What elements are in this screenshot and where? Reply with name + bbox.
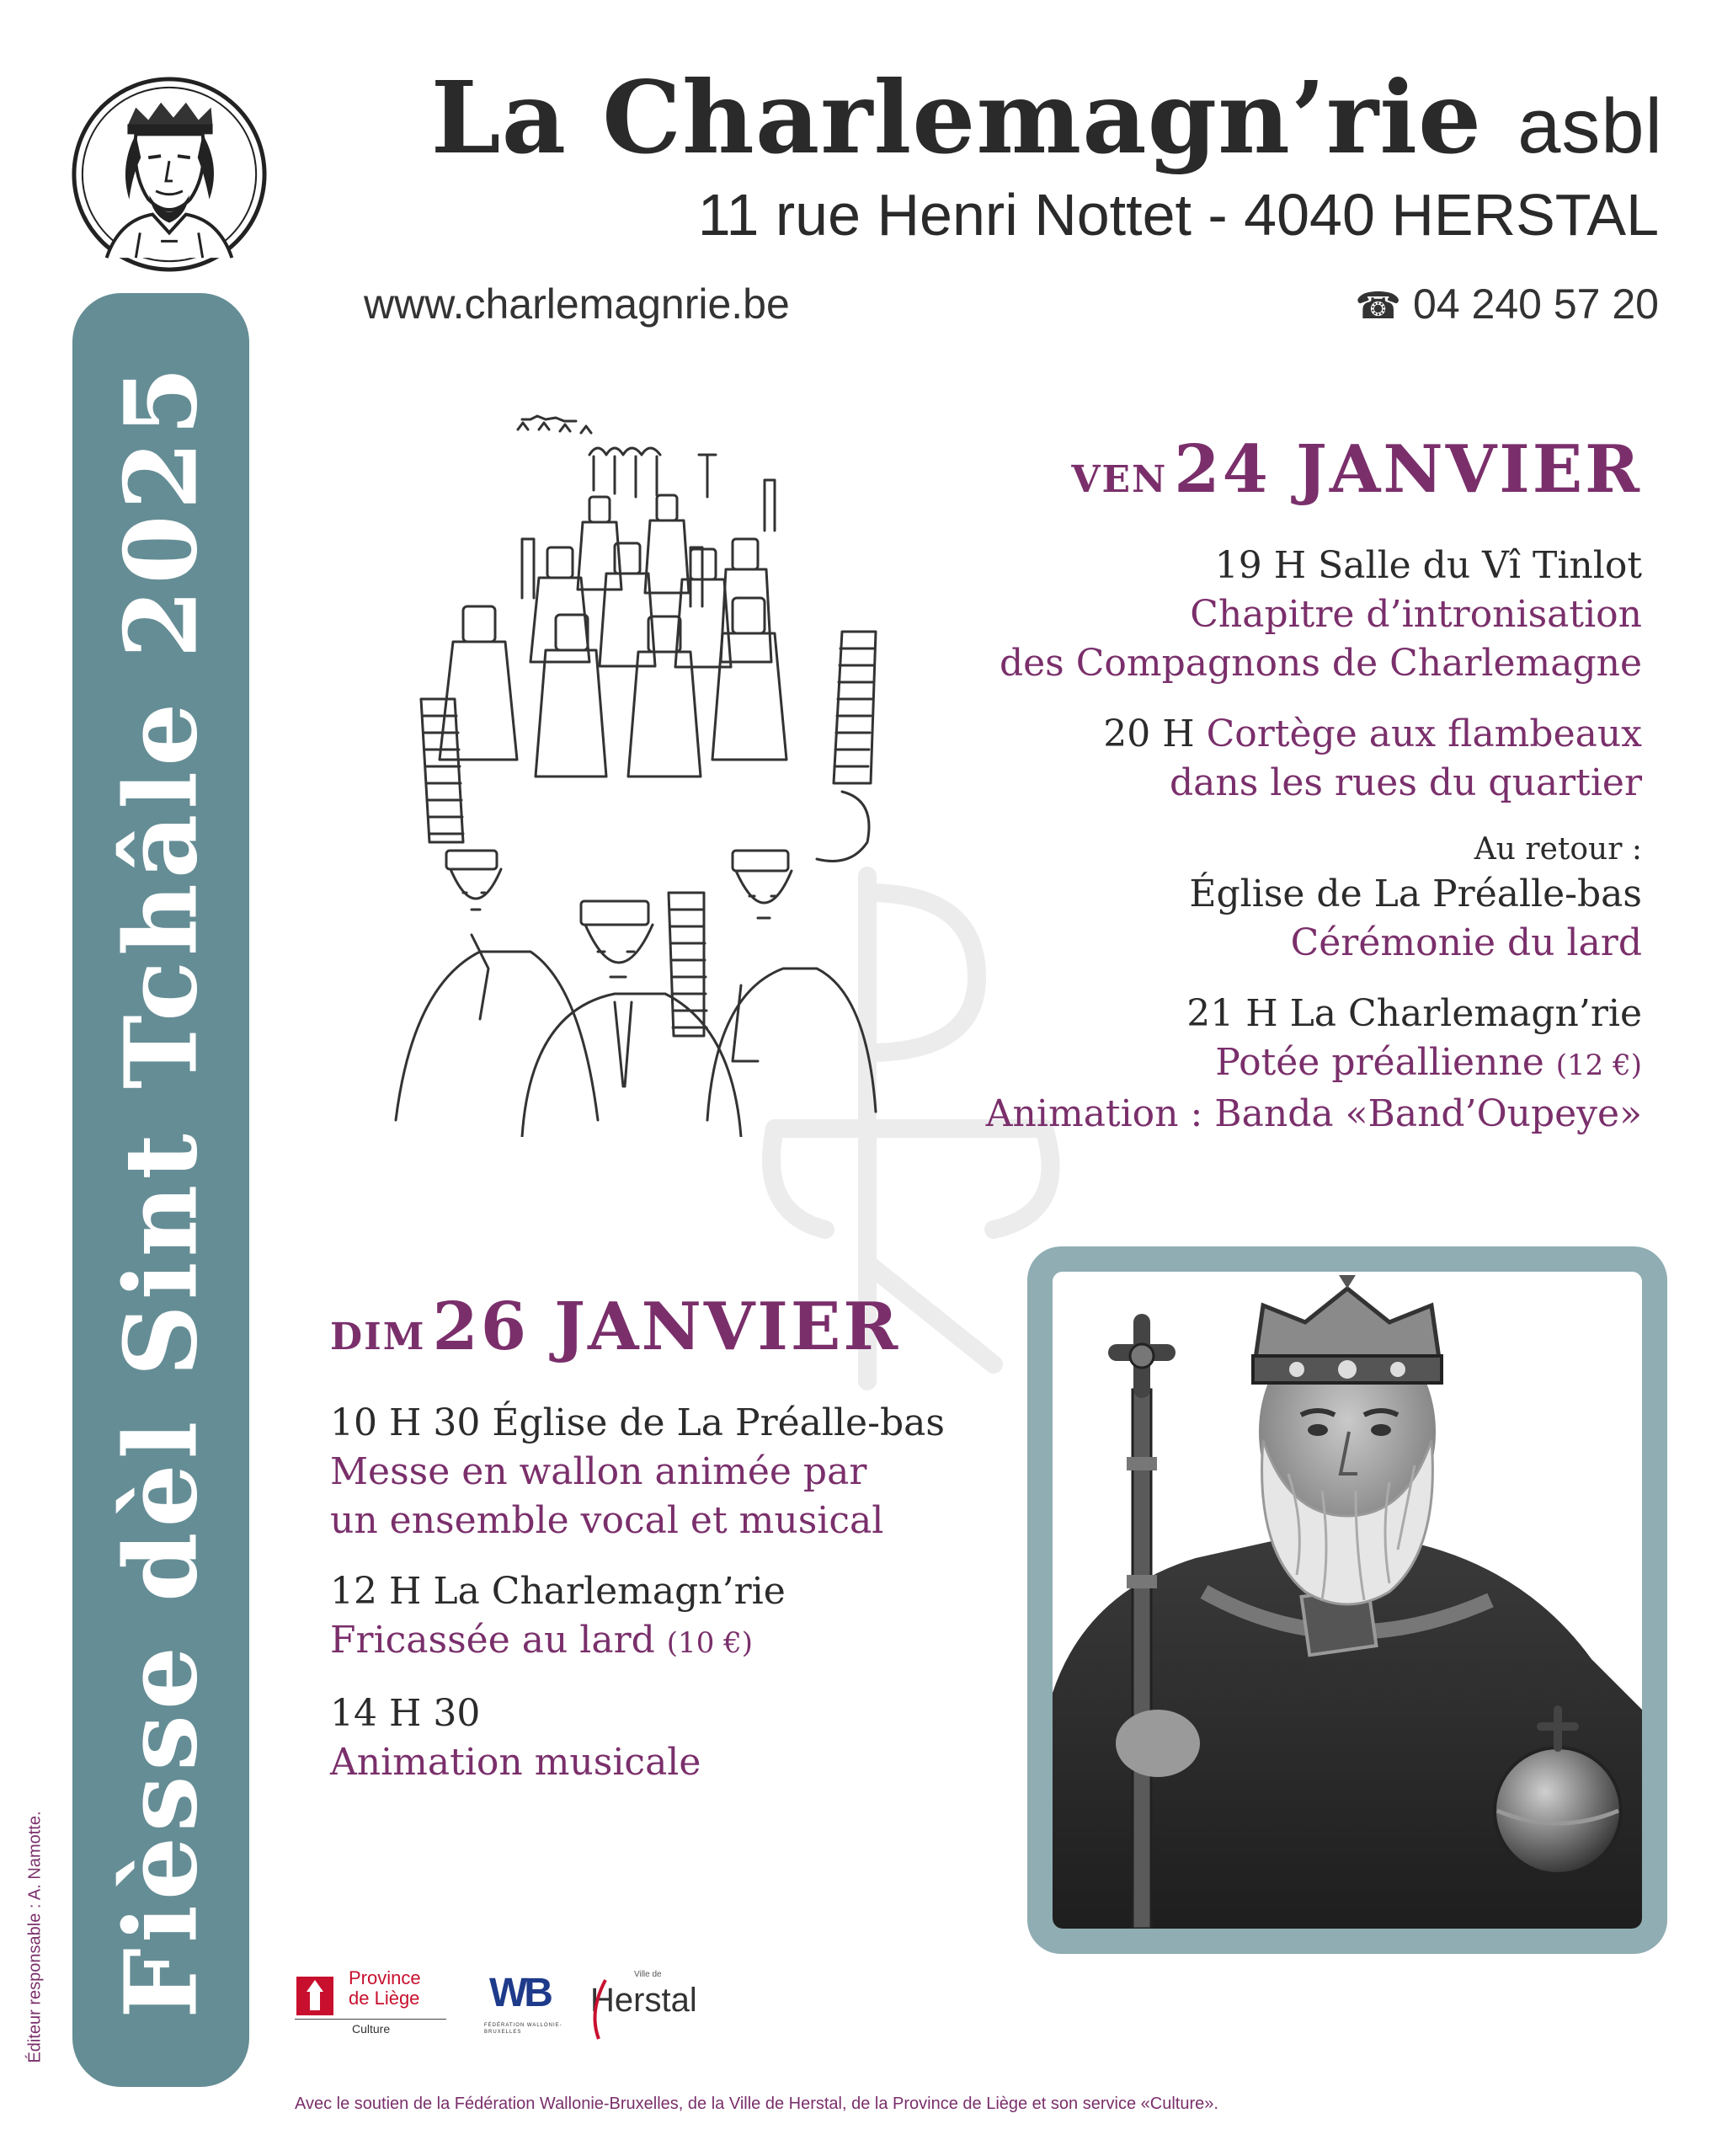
sunday-events bbox=[330, 1289, 1004, 1787]
charlemagne-medallion-logo bbox=[69, 74, 269, 275]
phone-number[interactable]: ☎ 04 240 57 20 bbox=[1355, 280, 1659, 328]
sunday-event-2-header: 12 H La Charlemagn’rie bbox=[330, 1570, 786, 1613]
fwb-mark: WB bbox=[489, 1971, 550, 2015]
herstal-name: Herstal bbox=[590, 1982, 697, 2019]
sunday-event-2-price: (10 €) bbox=[666, 1626, 754, 1660]
sunday-event-2-desc: Fricassée au lard (10 €) bbox=[330, 1619, 754, 1662]
friday-date: 24 JANVIER bbox=[1174, 431, 1642, 508]
sponsor-acknowledgement: Avec le soutien de la Fédération Wallonie-Bruxelles, de la Ville de Herstal, de la Province de Liège et son service «Culture». bbox=[295, 2095, 1218, 2113]
website-link[interactable]: www.charlemagnrie.be bbox=[364, 280, 790, 328]
sunday-dow: DIM bbox=[330, 1315, 426, 1358]
province-logo-line-1: Province bbox=[349, 1967, 421, 1988]
ville-de-herstal-logo bbox=[585, 1967, 712, 2042]
friday-event-1-desc-1: Chapitre d’intronisation bbox=[1190, 593, 1642, 636]
sponsor-logos bbox=[295, 1967, 716, 2042]
friday-event-1-header: 19 H Salle du Vî Tinlot bbox=[1214, 544, 1642, 587]
friday-dow: VEN bbox=[1071, 458, 1168, 501]
organization-suffix: asbl bbox=[1517, 83, 1663, 169]
organization-name: La Charlemagn’rie asbl bbox=[430, 59, 1663, 176]
banner-title: Fièsse dèl Sint Tchâle 2025 bbox=[102, 361, 220, 2019]
friday-event-4-desc: Potée préallienne (12 €) bbox=[1215, 1041, 1642, 1084]
telephone-icon: ☎ bbox=[1355, 286, 1402, 327]
friday-event-3-desc: Cérémonie du lard bbox=[1290, 921, 1642, 964]
sunday-heading bbox=[330, 1289, 1004, 1365]
liege-perron-icon bbox=[295, 1972, 337, 2019]
fwb-subtitle: FÉDÉRATION WALLONIE-BRUXELLES bbox=[484, 2023, 562, 2035]
herstal-swoosh-icon bbox=[589, 1978, 614, 2041]
sunday-event-3-time: 14 H 30 bbox=[330, 1692, 481, 1735]
province-de-liege-logo bbox=[295, 1967, 446, 2042]
friday-heading bbox=[800, 431, 1642, 508]
charlemagne-portrait bbox=[1053, 1272, 1642, 1929]
friday-event-3-place: Église de La Préalle-bas bbox=[1189, 873, 1642, 915]
sunday-event-3-desc: Animation musicale bbox=[330, 1741, 701, 1784]
province-logo-line-2: de Liège bbox=[349, 1988, 420, 2009]
herstal-ville-de: Ville de bbox=[634, 1970, 662, 1979]
friday-events bbox=[800, 431, 1642, 1139]
portrait-panel bbox=[1053, 1272, 1642, 1929]
friday-event-3-intro: Au retour : bbox=[1474, 832, 1642, 867]
editor-note: Éditeur responsable : A. Namotte. bbox=[25, 1811, 45, 2063]
friday-event-2-header: 20 H Cortège aux flambeaux bbox=[1103, 712, 1642, 755]
sunday-event-1-desc-2: un ensemble vocal et musical bbox=[330, 1499, 884, 1542]
federation-wallonie-bruxelles-logo bbox=[484, 1967, 568, 2042]
friday-event-4-animation: Animation : Banda «Band’Oupeye» bbox=[985, 1092, 1642, 1135]
sunday-event-1-header: 10 H 30 Église de La Préalle-bas bbox=[330, 1401, 945, 1444]
province-logo-culture: Culture bbox=[352, 2022, 391, 2036]
sunday-date: 26 JANVIER bbox=[432, 1289, 901, 1365]
sunday-event-1-desc-1: Messe en wallon animée par bbox=[330, 1450, 867, 1493]
friday-event-2-desc-2: dans les rues du quartier bbox=[1169, 761, 1642, 804]
friday-event-1-desc-2: des Compagnons de Charlemagne bbox=[999, 642, 1642, 685]
friday-event-4-header: 21 H La Charlemagn’rie bbox=[1186, 992, 1642, 1035]
address: 11 rue Henri Nottet - 4040 HERSTAL bbox=[697, 182, 1659, 248]
friday-event-4-price: (12 €) bbox=[1555, 1049, 1642, 1082]
